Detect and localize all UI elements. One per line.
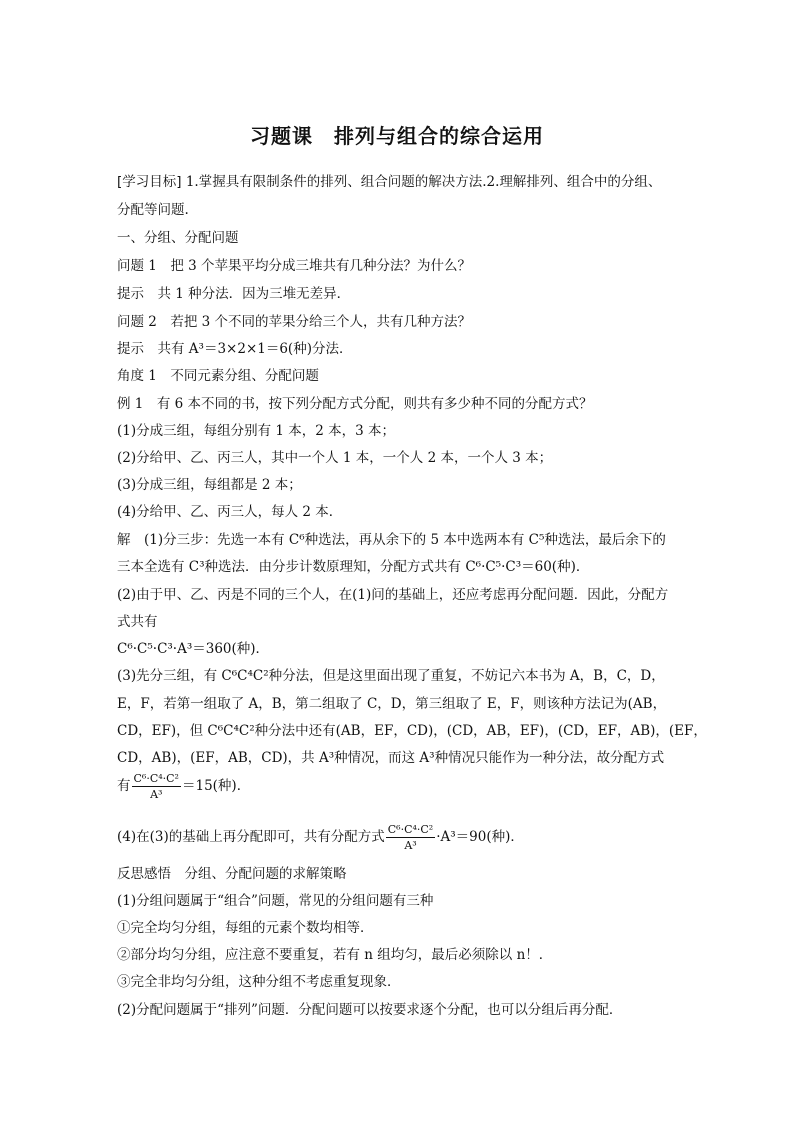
objectives-continuation: 分配等问题. xyxy=(117,202,189,218)
solution-fraction-line xyxy=(117,772,687,801)
hint-1: 提示 共 1 种分法．因为三堆无差异． xyxy=(117,286,351,302)
page-title: 习题课 排列与组合的综合运用 xyxy=(250,124,544,148)
objectives-label: [学习目标] xyxy=(117,174,182,190)
solution-line: (2)由于甲、乙、丙是不同的三个人，在(1)问的基础上，还应考虑再分配问题．因此，分配方 xyxy=(117,587,669,603)
solution-fraction-line xyxy=(117,823,687,852)
fraction-numerator: C⁶·C⁴·C² xyxy=(387,823,434,836)
solution-line: 式共有 xyxy=(117,614,158,630)
learning-objectives-line xyxy=(117,172,687,192)
reflection-item: (2)分配问题属于“排列”问题．分配问题可以按要求逐个分配，也可以分组后再分配． xyxy=(117,1002,623,1018)
solution-line: CD，EF)，但 C⁶C⁴C²种分法中还有(AB，EF，CD)，(CD，AB，EF)，(CD，EF，AB)，(EF， xyxy=(117,723,707,739)
reflection-item: ②部分均匀分组，应注意不要重复，若有 n 组均匀，最后必须除以 n！． xyxy=(117,947,553,963)
reflection-heading: 反思感悟 分组、分配问题的求解策略 xyxy=(117,866,347,882)
fraction xyxy=(386,823,435,852)
fraction-suffix: ＝15(种)． xyxy=(181,778,251,794)
example-part-2: (2)分给甲、乙、丙三人，其中一个人 1 本，一个人 2 本，一个人 3 本； xyxy=(117,450,553,466)
solution-line: CD，AB)，(EF，AB，CD)，共 A³种情况，而这 A³种情况只能作为一种分法，故分配方式 xyxy=(117,750,665,766)
reflection-item: (1)分组问题属于“组合”问题，常见的分组问题有三种 xyxy=(117,893,434,909)
example-1: 例 1 有 6 本不同的书，按下列分配方式分配，则共有多少种不同的分配方式？ xyxy=(117,396,593,412)
solution-line: 解 (1)分三步：先选一本有 C⁶种选法，再从余下的 5 本中选两本有 C⁵种选法，最后余下的 xyxy=(117,532,666,548)
example-part-3: (3)分成三组，每组都是 2 本； xyxy=(117,477,302,493)
hint-2: 提示 共有 A³＝3×2×1＝6(种)分法． xyxy=(117,341,353,357)
example-part-4: (4)分给甲、乙、丙三人，每人 2 本． xyxy=(117,504,343,520)
reflection-item: ①完全均匀分组，每组的元素个数均相等． xyxy=(117,920,374,936)
fraction-suffix: ·A³＝90(种)． xyxy=(436,829,524,845)
fraction-numerator: C⁶·C⁴·C² xyxy=(133,772,179,785)
objectives-text: 1.掌握具有限制条件的排列、组合问题的解决方法.2.理解排列、组合中的分组、 xyxy=(185,174,662,190)
fraction-prefix: 有 xyxy=(117,778,131,794)
fraction-prefix: (4)在(3)的基础上再分配即可，共有分配方式 xyxy=(117,829,385,845)
reflection-item: ③完全非均匀分组，这种分组不考虑重复现象． xyxy=(117,974,401,990)
question-1: 问题 1 把 3 个苹果平均分成三堆共有几种分法？为什么？ xyxy=(117,258,472,274)
section-heading: 一、分组、分配问题 xyxy=(117,230,239,246)
solution-line: C⁶·C⁵·C³·A³＝360(种)． xyxy=(117,641,270,657)
solution-line: E，F，若第一组取了 A，B，第二组取了 C，D，第三组取了 E，F，则该种方法记为(AB， xyxy=(117,696,667,712)
example-part-1: (1)分成三组，每组分别有 1 本，2 本，3 本； xyxy=(117,423,396,439)
fraction-denominator: A³ xyxy=(404,839,417,852)
question-2: 问题 2 若把 3 个不同的苹果分给三个人，共有几种方法？ xyxy=(117,314,472,330)
solution-line: (3)先分三组，有 C⁶C⁴C²种分法，但是这里面出现了重复，不妨记六本书为 A，B，C，D， xyxy=(117,668,665,684)
fraction xyxy=(132,772,181,801)
fraction-denominator: A³ xyxy=(150,788,163,801)
solution-line: 三本全选有 C³种选法．由分步计数原理知，分配方式共有 C⁶·C⁵·C³＝60(种)． xyxy=(117,559,590,575)
angle-heading: 角度 1 不同元素分组、分配问题 xyxy=(117,368,319,384)
